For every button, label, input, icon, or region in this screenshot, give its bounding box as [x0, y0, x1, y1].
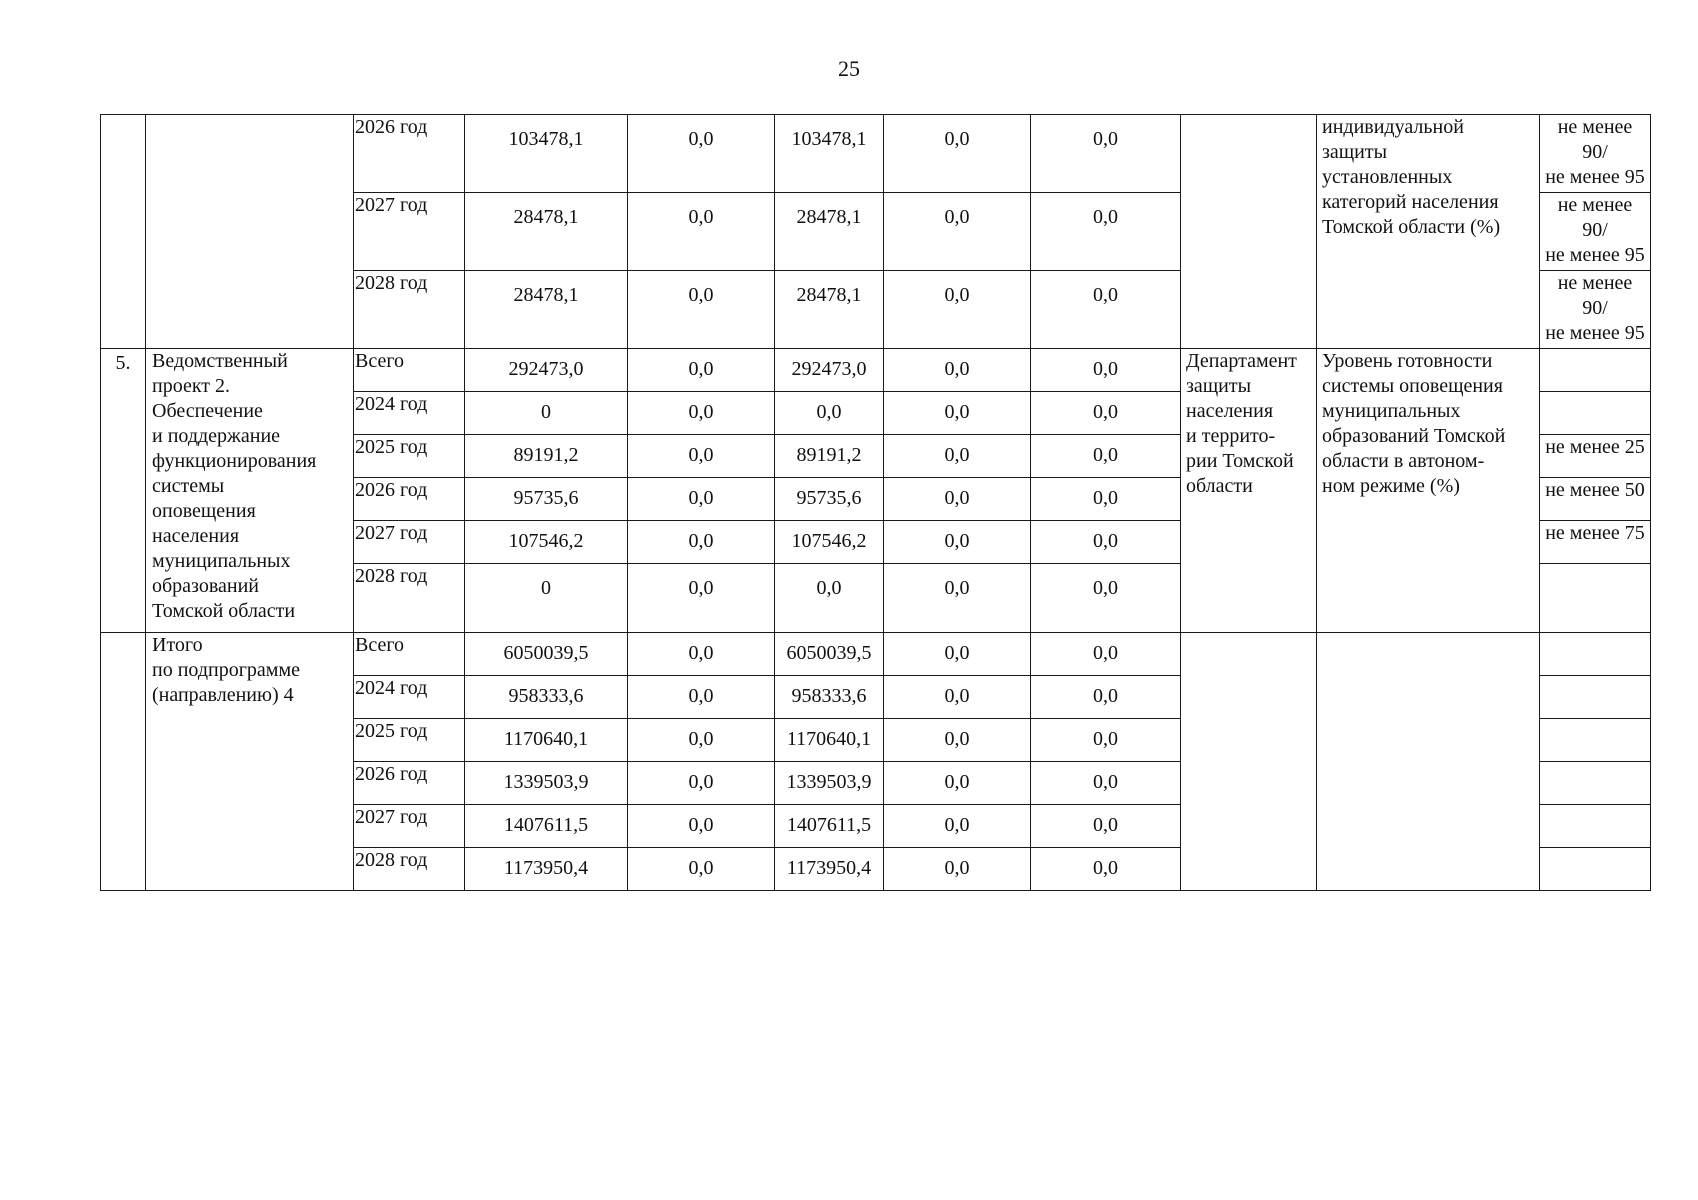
name-line: Томской области	[152, 600, 296, 622]
indicator-cell	[1317, 633, 1540, 891]
responsible-line: рии Томской	[1186, 450, 1294, 472]
local-cell: 0,0	[884, 193, 1031, 271]
local-cell: 0,0	[884, 564, 1031, 633]
target-value-cell	[1540, 848, 1651, 891]
total-cell: 1407611,5	[465, 805, 628, 848]
other-cell: 0,0	[1031, 193, 1181, 271]
other-cell: 0,0	[1031, 719, 1181, 762]
page-number: 25	[838, 56, 860, 81]
federal-cell: 0,0	[628, 349, 775, 392]
table-row	[101, 633, 1651, 676]
federal-cell: 0,0	[628, 435, 775, 478]
indicator-line: области в автоном-	[1322, 450, 1485, 472]
total-cell: 28478,1	[465, 271, 628, 349]
target-value-cell	[1540, 762, 1651, 805]
responsible-cell	[1181, 349, 1317, 633]
target-line: не менее 95	[1545, 166, 1645, 188]
regional-cell: 0,0	[775, 392, 884, 435]
local-cell: 0,0	[884, 478, 1031, 521]
total-cell: 28478,1	[465, 193, 628, 271]
target-value-cell: не менее 75	[1540, 521, 1651, 564]
federal-cell: 0,0	[628, 805, 775, 848]
responsible-cell	[1181, 115, 1317, 349]
name-line: Итого	[152, 634, 203, 656]
total-cell: 103478,1	[465, 115, 628, 193]
federal-cell: 0,0	[628, 762, 775, 805]
responsible-line: области	[1186, 475, 1253, 497]
year-cell: 2024 год	[354, 392, 465, 435]
target-line: не менее 95	[1545, 244, 1645, 266]
year-cell: 2027 год	[354, 805, 465, 848]
target-line: 90/	[1582, 141, 1608, 163]
target-line: не менее	[1557, 116, 1633, 138]
federal-cell: 0,0	[628, 848, 775, 891]
table-row	[101, 115, 1651, 193]
responsible-cell	[1181, 633, 1317, 891]
federal-cell: 0,0	[628, 392, 775, 435]
year-cell: 2027 год	[354, 521, 465, 564]
responsible-line: и террито-	[1186, 425, 1276, 447]
indicator-line: Томской области (%)	[1322, 216, 1501, 238]
total-cell: 107546,2	[465, 521, 628, 564]
other-cell: 0,0	[1031, 848, 1181, 891]
year-cell: 2025 год	[354, 719, 465, 762]
target-value-cell	[1540, 349, 1651, 392]
total-cell: 0	[465, 564, 628, 633]
year-cell: Всего	[354, 633, 465, 676]
total-cell: 1173950,4	[465, 848, 628, 891]
local-cell: 0,0	[884, 762, 1031, 805]
total-cell: 292473,0	[465, 349, 628, 392]
indicator-line: индивидуальной	[1322, 116, 1464, 138]
target-value-cell	[1540, 392, 1651, 435]
index-cell: 5.	[101, 349, 146, 633]
other-cell: 0,0	[1031, 271, 1181, 349]
year-cell: 2026 год	[354, 478, 465, 521]
other-cell: 0,0	[1031, 349, 1181, 392]
federal-cell: 0,0	[628, 115, 775, 193]
name-line: функционирования	[152, 450, 317, 472]
target-line: 90/	[1582, 297, 1608, 319]
other-cell: 0,0	[1031, 762, 1181, 805]
total-cell: 6050039,5	[465, 633, 628, 676]
name-line: проект 2.	[152, 375, 231, 397]
target-line: не менее	[1557, 272, 1633, 294]
responsible-line: населения	[1186, 400, 1274, 422]
name-line: и поддержание	[152, 425, 281, 447]
federal-cell: 0,0	[628, 719, 775, 762]
regional-cell: 1407611,5	[775, 805, 884, 848]
table-row	[101, 349, 1651, 392]
name-line: населения	[152, 525, 240, 547]
local-cell: 0,0	[884, 848, 1031, 891]
other-cell: 0,0	[1031, 478, 1181, 521]
indicator-line: системы оповещения	[1322, 375, 1503, 397]
name-line: Ведомственный	[152, 350, 288, 372]
indicator-line: ном режиме (%)	[1322, 475, 1460, 497]
total-cell: 95735,6	[465, 478, 628, 521]
other-cell: 0,0	[1031, 435, 1181, 478]
name-line: системы	[152, 475, 225, 497]
regional-cell: 1170640,1	[775, 719, 884, 762]
local-cell: 0,0	[884, 115, 1031, 193]
name-line: образований	[152, 575, 260, 597]
indicator-line: муниципальных	[1322, 400, 1461, 422]
year-cell: 2027 год	[354, 193, 465, 271]
local-cell: 0,0	[884, 676, 1031, 719]
responsible-line: защиты	[1186, 375, 1252, 397]
regional-cell: 292473,0	[775, 349, 884, 392]
regional-cell: 1173950,4	[775, 848, 884, 891]
name-line: Обеспечение	[152, 400, 263, 422]
local-cell: 0,0	[884, 521, 1031, 564]
target-line: не менее	[1557, 194, 1633, 216]
regional-cell: 958333,6	[775, 676, 884, 719]
target-value-cell	[1540, 115, 1651, 193]
indicator-line: Уровень готовности	[1322, 350, 1493, 372]
indicator-line: образований Томской	[1322, 425, 1506, 447]
local-cell: 0,0	[884, 805, 1031, 848]
year-cell: 2024 год	[354, 676, 465, 719]
regional-cell: 6050039,5	[775, 633, 884, 676]
other-cell: 0,0	[1031, 564, 1181, 633]
target-value-cell	[1540, 805, 1651, 848]
indicator-cell	[1317, 115, 1540, 349]
regional-cell: 95735,6	[775, 478, 884, 521]
year-cell: 2028 год	[354, 271, 465, 349]
target-value-cell	[1540, 719, 1651, 762]
name-cell	[146, 349, 354, 633]
federal-cell: 0,0	[628, 521, 775, 564]
local-cell: 0,0	[884, 719, 1031, 762]
indicator-cell	[1317, 349, 1540, 633]
other-cell: 0,0	[1031, 521, 1181, 564]
other-cell: 0,0	[1031, 676, 1181, 719]
target-value-cell	[1540, 633, 1651, 676]
target-value-cell	[1540, 193, 1651, 271]
name-cell	[146, 115, 354, 349]
target-value-cell	[1540, 676, 1651, 719]
regional-cell: 89191,2	[775, 435, 884, 478]
federal-cell: 0,0	[628, 633, 775, 676]
federal-cell: 0,0	[628, 193, 775, 271]
name-cell	[146, 633, 354, 891]
indicator-line: категорий населения	[1322, 191, 1499, 213]
target-value-cell: не менее 25	[1540, 435, 1651, 478]
total-cell: 1339503,9	[465, 762, 628, 805]
other-cell: 0,0	[1031, 805, 1181, 848]
total-cell: 89191,2	[465, 435, 628, 478]
local-cell: 0,0	[884, 435, 1031, 478]
other-cell: 0,0	[1031, 392, 1181, 435]
target-value-cell	[1540, 271, 1651, 349]
index-cell	[101, 633, 146, 891]
local-cell: 0,0	[884, 633, 1031, 676]
budget-table	[100, 114, 1651, 891]
index-cell	[101, 115, 146, 349]
federal-cell: 0,0	[628, 564, 775, 633]
name-line: (направлению) 4	[152, 684, 294, 706]
year-cell: 2028 год	[354, 848, 465, 891]
name-line: муниципальных	[152, 550, 291, 572]
target-line: не менее 95	[1545, 322, 1645, 344]
regional-cell: 28478,1	[775, 193, 884, 271]
regional-cell: 103478,1	[775, 115, 884, 193]
other-cell: 0,0	[1031, 115, 1181, 193]
target-value-cell: не менее 50	[1540, 478, 1651, 521]
local-cell: 0,0	[884, 271, 1031, 349]
year-cell: 2026 год	[354, 762, 465, 805]
total-cell: 1170640,1	[465, 719, 628, 762]
other-cell: 0,0	[1031, 633, 1181, 676]
local-cell: 0,0	[884, 349, 1031, 392]
regional-cell: 28478,1	[775, 271, 884, 349]
federal-cell: 0,0	[628, 271, 775, 349]
responsible-line: Департамент	[1186, 350, 1297, 372]
total-cell: 0	[465, 392, 628, 435]
local-cell: 0,0	[884, 392, 1031, 435]
indicator-line: установленных	[1322, 166, 1453, 188]
target-value-cell	[1540, 564, 1651, 633]
name-line: оповещения	[152, 500, 256, 522]
regional-cell: 1339503,9	[775, 762, 884, 805]
regional-cell: 0,0	[775, 564, 884, 633]
federal-cell: 0,0	[628, 478, 775, 521]
indicator-line: защиты	[1322, 141, 1388, 163]
year-cell: 2025 год	[354, 435, 465, 478]
year-cell: 2026 год	[354, 115, 465, 193]
name-line: по подпрограмме	[152, 659, 300, 681]
year-cell: Всего	[354, 349, 465, 392]
regional-cell: 107546,2	[775, 521, 884, 564]
total-cell: 958333,6	[465, 676, 628, 719]
year-cell: 2028 год	[354, 564, 465, 633]
target-line: 90/	[1582, 219, 1608, 241]
federal-cell: 0,0	[628, 676, 775, 719]
